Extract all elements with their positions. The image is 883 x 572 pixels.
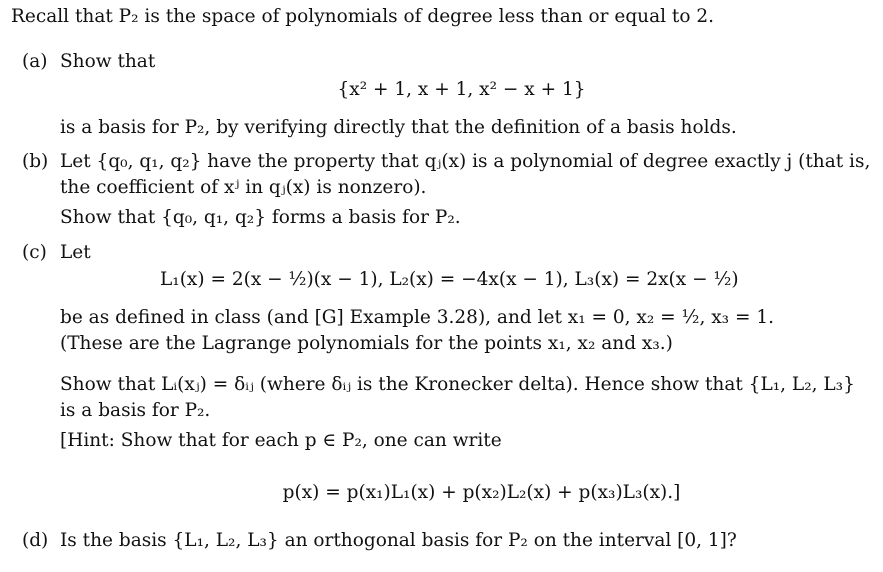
- part-c-label: (c): [22, 242, 47, 263]
- part-c-lead: Let: [60, 242, 91, 263]
- part-b-line3: Show that {q₀, q₁, q₂} forms a basis for P₂.: [60, 207, 461, 228]
- part-d-text: Is the basis {L₁, L₂, L₃} an orthogonal basis for P₂ on the interval [0, 1]?: [60, 530, 737, 551]
- part-a-tail: is a basis for P₂, by verifying directly that the definition of a basis holds.: [60, 117, 737, 138]
- part-c-hint: [Hint: Show that for each p ∈ P₂, one can write: [60, 430, 502, 451]
- part-b-label: (b): [22, 151, 49, 172]
- part-c-line2: (These are the Lagrange polynomials for the points x₁, x₂ and x₃.): [60, 333, 673, 354]
- intro-text: Recall that P₂ is the space of polynomials of degree less than or equal to 2.: [11, 6, 715, 27]
- part-d-label: (d): [22, 530, 49, 551]
- part-c-line4: is a basis for P₂.: [60, 400, 211, 421]
- part-c-formula: p(x) = p(x₁)L₁(x) + p(x₂)L₂(x) + p(x₃)L₃(x).]: [282, 482, 681, 503]
- part-a-set: {x² + 1, x + 1, x² − x + 1}: [337, 79, 586, 100]
- part-a-lead: Show that: [60, 51, 156, 72]
- part-b-line1: Let {q₀, q₁, q₂} have the property that qⱼ(x) is a polynomial of degree exactly j (that is,: [60, 151, 871, 172]
- part-b-line2: the coefficient of xʲ in qⱼ(x) is nonzero).: [60, 177, 427, 198]
- part-c-definitions: L₁(x) = 2(x − ½)(x − 1), L₂(x) = −4x(x − 1), L₃(x) = 2x(x − ½): [160, 269, 739, 290]
- part-a-label: (a): [22, 51, 48, 72]
- part-c-line1: be as defined in class (and [G] Example 3.28), and let x₁ = 0, x₂ = ½, x₃ = 1.: [60, 307, 774, 328]
- part-c-line3: Show that Lᵢ(xⱼ) = δᵢⱼ (where δᵢⱼ is the Kronecker delta). Hence show that {L₁, L₂, L₃}: [60, 374, 855, 395]
